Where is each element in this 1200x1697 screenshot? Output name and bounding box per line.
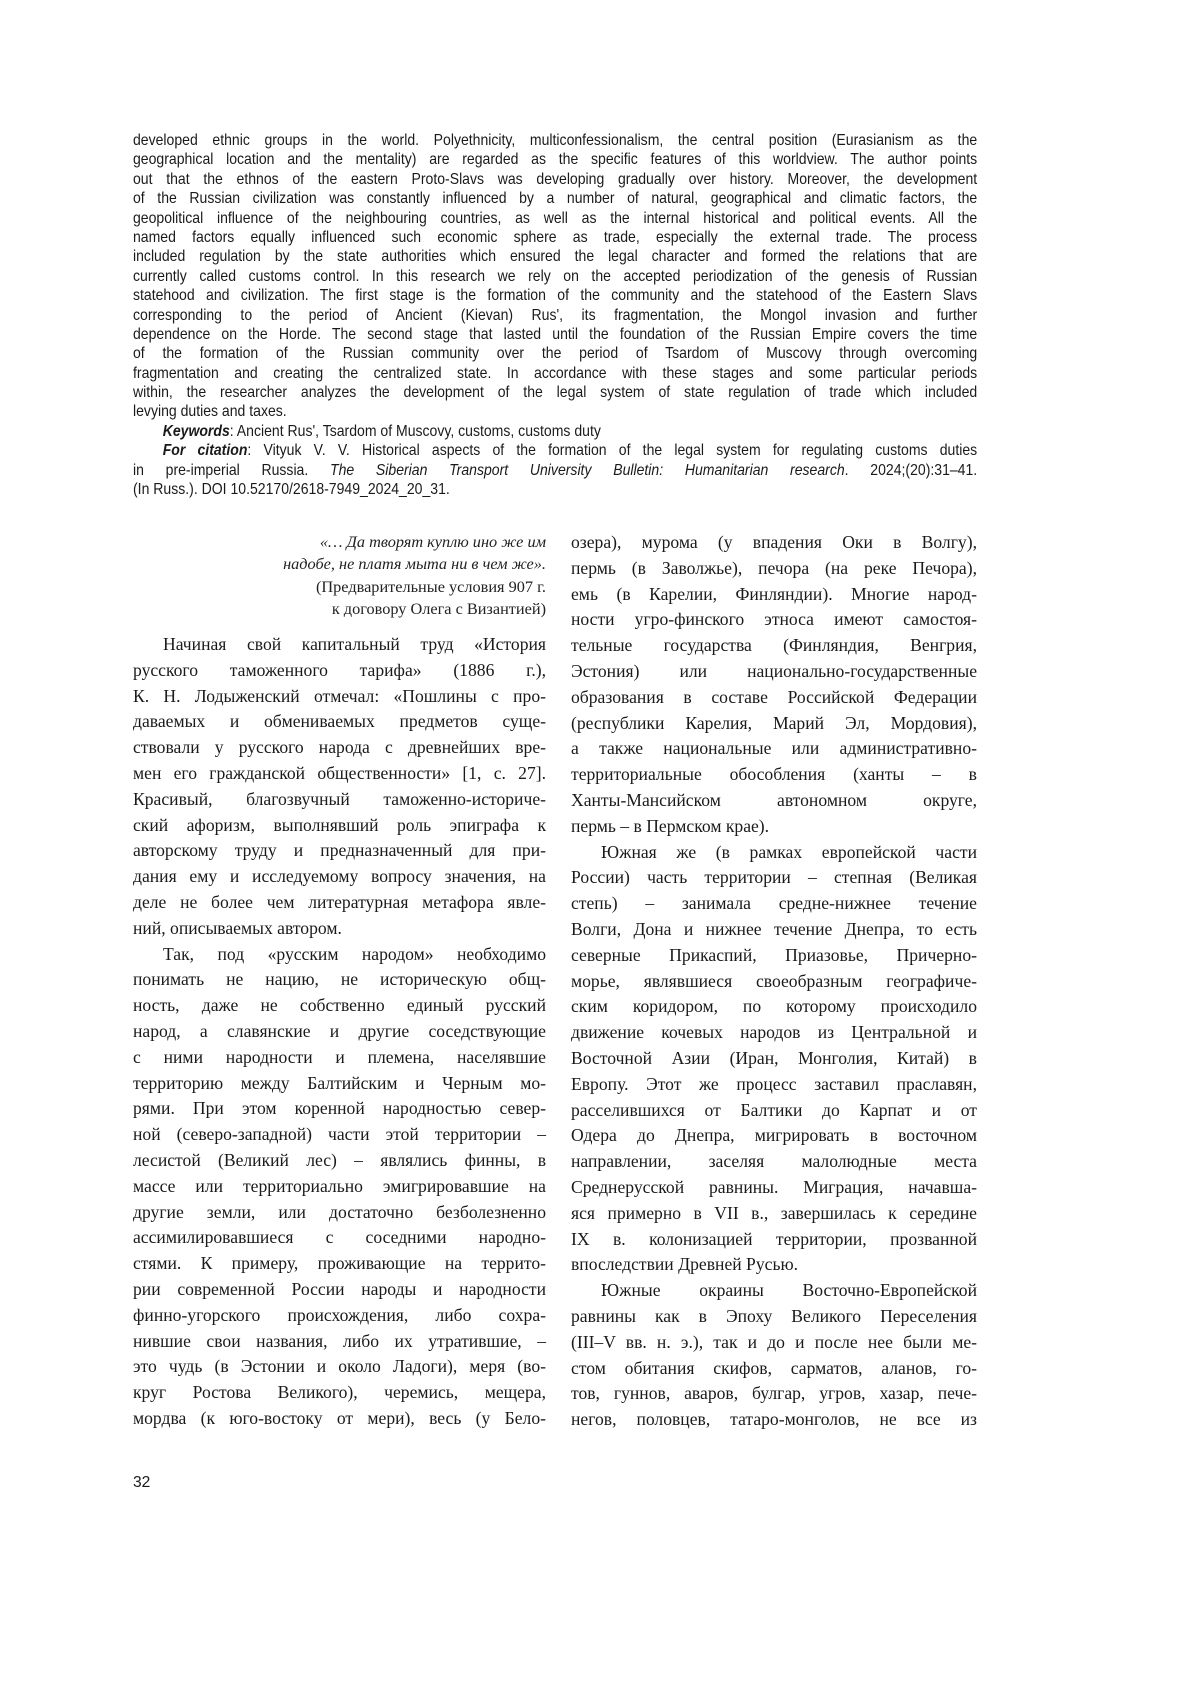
paragraph bbox=[133, 632, 546, 942]
abstract-line: dependence on the Horde. The second stage that lasted until the foundation of the Russian Empire covers the time bbox=[133, 325, 977, 344]
epigraph-quote-line: «… Да творят куплю ино же им bbox=[133, 531, 546, 553]
text-line: Ханты-Мансийском автономном округе, bbox=[571, 788, 977, 814]
abstract-line: developed ethnic groups in the world. Polyethnicity, multiconfessionalism, the central position (Eurasianism as the bbox=[133, 131, 977, 150]
keywords bbox=[133, 422, 977, 441]
text-line: понимать не нацию, не историческую общ- bbox=[133, 967, 546, 993]
citation-text: : Vityuk V. V. Historical aspects of the formation of the legal system for regulating customs duties bbox=[247, 442, 977, 459]
text-line: стом обитания скифов, сарматов, аланов, го- bbox=[571, 1356, 977, 1382]
abstract-line: within, the researcher analyzes the development of the legal system of state regulation of trade which included bbox=[133, 383, 977, 402]
text-line: северные Прикаспий, Приазовье, Причерно- bbox=[571, 943, 977, 969]
epigraph bbox=[133, 531, 546, 620]
text-line: движение кочевых народов из Центральной и bbox=[571, 1020, 977, 1046]
text-line: равнины как в Эпоху Великого Переселения bbox=[571, 1304, 977, 1330]
keywords-label: Keywords bbox=[163, 423, 230, 440]
text-line: впоследствии Древней Русью. bbox=[571, 1252, 977, 1278]
text-line: другие земли, или достаточно безболезненно bbox=[133, 1200, 546, 1226]
abstract-body bbox=[133, 131, 977, 422]
abstract-line: out that the ethnos of the eastern Proto-Slavs was developing gradually over history. Moreover, the development bbox=[133, 170, 977, 189]
abstract-line: currently called customs control. In this research we rely on the accepted periodization of the genesis of Russian bbox=[133, 267, 977, 286]
text-line: ность, даже не собственно единый русский bbox=[133, 993, 546, 1019]
text-line: (III–V вв. н. э.), так и до и после нее были ме- bbox=[571, 1330, 977, 1356]
text-line: территориальные обособления (ханты – в bbox=[571, 762, 977, 788]
text-line: пермь (в Заволжье), печора (на реке Печора), bbox=[571, 556, 977, 582]
paragraph bbox=[571, 530, 977, 840]
text-line: негов, половцев, татаро-монголов, не все из bbox=[571, 1407, 977, 1433]
citation-line bbox=[133, 441, 977, 460]
paragraph bbox=[571, 840, 977, 1279]
citation-journal: The Siberian Transport University Bulletin: Humanitarian research bbox=[330, 462, 845, 479]
text-line: Волги, Дона и нижнее течение Днепра, то есть bbox=[571, 917, 977, 943]
text-line: ский афоризм, выполнявший роль эпиграфа к bbox=[133, 813, 546, 839]
paragraph bbox=[133, 942, 546, 1432]
text-line: ний, описываемых автором. bbox=[133, 916, 546, 942]
abstract bbox=[133, 131, 977, 499]
abstract-line: statehood and civilization. The first stage is the formation of the community and the statehood of the Eastern Slavs bbox=[133, 286, 977, 305]
epigraph-source-line: (Предварительные условия 907 г. bbox=[133, 576, 546, 598]
text-line: ассимилировавшиеся с соседними народно- bbox=[133, 1225, 546, 1251]
text-line: ским коридором, по которому происходило bbox=[571, 994, 977, 1020]
text-line: Южная же (в рамках европейской части bbox=[571, 840, 977, 866]
text-line: расселившихся от Балтики до Карпат и от bbox=[571, 1098, 977, 1124]
text-line: территорию между Балтийским и Черным мо- bbox=[133, 1071, 546, 1097]
text-line: тельные государства (Финляндия, Венгрия, bbox=[571, 633, 977, 659]
abstract-line: levying duties and taxes. bbox=[133, 402, 977, 421]
text-line: Южные окраины Восточно-Европейской bbox=[571, 1278, 977, 1304]
abstract-line: included regulation by the state authorities which ensured the legal character and formed the relations that are bbox=[133, 247, 977, 266]
text-line: народ, а славянские и другие соседствующие bbox=[133, 1019, 546, 1045]
text-line: круг Ростова Великого), черемись, мещера, bbox=[133, 1380, 546, 1406]
text-line: Так, под «русским народом» необходимо bbox=[133, 942, 546, 968]
text-line: емь (в Карелии, Финляндии). Многие народ- bbox=[571, 582, 977, 608]
text-line: Восточной Азии (Иран, Монголия, Китай) в bbox=[571, 1046, 977, 1072]
abstract-line: fragmentation and creating the centralized state. In accordance with these stages and some particular periods bbox=[133, 364, 977, 383]
text-line: тов, гуннов, аваров, булгар, угров, хазар, пече- bbox=[571, 1381, 977, 1407]
text-line: рии современной России народы и народности bbox=[133, 1277, 546, 1303]
text-line: ности угро-финского этноса имеют самостоя- bbox=[571, 607, 977, 633]
text-line: деле не более чем литературная метафора явле- bbox=[133, 890, 546, 916]
text-line: Европу. Этот же процесс заставил праславян, bbox=[571, 1072, 977, 1098]
text-line: мен его гражданской общественности» [1, с. 27]. bbox=[133, 761, 546, 787]
text-line: Эстония) или национально-государственные bbox=[571, 659, 977, 685]
text-line: пермь – в Пермском крае). bbox=[571, 814, 977, 840]
keywords-text: : Ancient Rus', Tsardom of Muscovy, customs, customs duty bbox=[230, 423, 601, 440]
text-line: а также национальные или административно- bbox=[571, 736, 977, 762]
text-line: финно-угорского происхождения, либо сохра- bbox=[133, 1303, 546, 1329]
abstract-line: of the formation of the Russian community over the period of Tsardom of Muscovy through overcoming bbox=[133, 344, 977, 363]
text-line: это чудь (в Эстонии и около Ладоги), меря (во- bbox=[133, 1354, 546, 1380]
text-line: направлении, заселяя малолюдные места bbox=[571, 1149, 977, 1175]
text-line: образования в составе Российской Федерации bbox=[571, 685, 977, 711]
text-line: Красивый, благозвучный таможенно-историче- bbox=[133, 787, 546, 813]
text-line: степь) – занимала средне-нижнее течение bbox=[571, 891, 977, 917]
text-line: К. Н. Лодыженский отмечал: «Пошлины с про- bbox=[133, 684, 546, 710]
text-line: с ними народности и племена, населявшие bbox=[133, 1045, 546, 1071]
text-line: Среднерусской равнины. Миграция, начавша- bbox=[571, 1175, 977, 1201]
citation-text: . 2024;(20):31–41. bbox=[845, 462, 978, 479]
text-line: рями. При этом коренной народностью север- bbox=[133, 1096, 546, 1122]
page-number: 32 bbox=[133, 1474, 150, 1492]
text-line: морье, являвшиеся своеобразным географиче- bbox=[571, 969, 977, 995]
citation-label: For citation bbox=[163, 442, 248, 459]
text-line: даваемых и обмениваемых предметов суще- bbox=[133, 709, 546, 735]
abstract-line: named factors equally influenced such economic sphere as trade, especially the external trade. The process bbox=[133, 228, 977, 247]
text-line: России) часть территории – степная (Великая bbox=[571, 865, 977, 891]
epigraph-quote-line: надобе, не платя мыта ни в чем же». bbox=[133, 553, 546, 575]
paragraph bbox=[571, 1278, 977, 1433]
text-line: ной (северо-западной) части этой территории – bbox=[133, 1122, 546, 1148]
epigraph-source-line: к договору Олега с Византией) bbox=[133, 598, 546, 620]
text-line: Одера до Днепра, мигрировать в восточном bbox=[571, 1123, 977, 1149]
text-line: Начиная свой капитальный труд «История bbox=[133, 632, 546, 658]
text-line: лесистой (Великий лес) – являлись финны, в bbox=[133, 1148, 546, 1174]
text-line: IX в. колонизацией территории, прозванной bbox=[571, 1227, 977, 1253]
left-column bbox=[133, 632, 546, 1432]
text-line: дания ему и исследуемому вопросу значения, на bbox=[133, 864, 546, 890]
text-line: (республики Карелия, Марий Эл, Мордовия), bbox=[571, 711, 977, 737]
abstract-line: geographical location and the mentality) are regarded as the specific features of this worldview. The author points bbox=[133, 150, 977, 169]
text-line: авторскому труду и предназначенный для при- bbox=[133, 838, 546, 864]
text-line: русского таможенного тарифа» (1886 г.), bbox=[133, 658, 546, 684]
citation-text: in pre-imperial Russia. bbox=[133, 462, 330, 479]
citation-doi: (In Russ.). DOI 10.52170/2618-7949_2024_20_31. bbox=[133, 480, 977, 499]
text-line: озера), мурома (у впадения Оки в Волгу), bbox=[571, 530, 977, 556]
abstract-line: of the Russian civilization was constantly influenced by a number of natural, geographical and climatic factors, the bbox=[133, 189, 977, 208]
right-column bbox=[571, 530, 977, 1433]
text-line: ствовали у русского народа с древнейших вре- bbox=[133, 735, 546, 761]
citation-line bbox=[133, 461, 977, 480]
abstract-line: geopolitical influence of the neighbouring countries, as well as the internal historical and political events. All the bbox=[133, 209, 977, 228]
text-line: мордва (к юго-востоку от мери), весь (у Бело- bbox=[133, 1406, 546, 1432]
text-line: яся примерно в VII в., завершилась к середине bbox=[571, 1201, 977, 1227]
text-line: стями. К примеру, проживающие на террито- bbox=[133, 1251, 546, 1277]
text-line: массе или территориально эмигрировавшие на bbox=[133, 1174, 546, 1200]
text-line: нившие свои названия, либо их утратившие, – bbox=[133, 1329, 546, 1355]
abstract-line: corresponding to the period of Ancient (Kievan) Rus', its fragmentation, the Mongol invasion and further bbox=[133, 306, 977, 325]
